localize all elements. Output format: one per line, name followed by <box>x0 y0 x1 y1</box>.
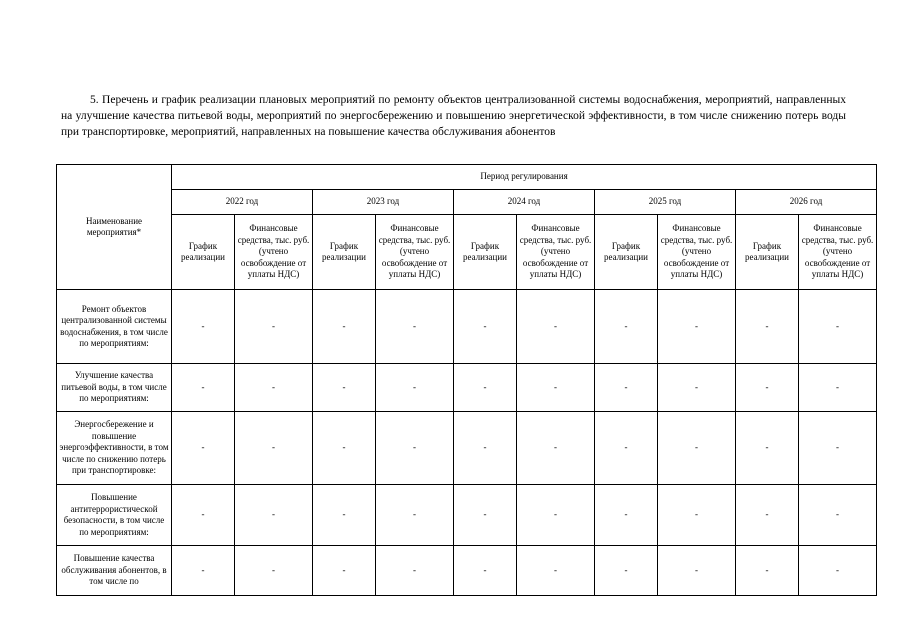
period-header: Период регулирования <box>172 165 877 190</box>
section-heading: 5. Перечень и график реализации плановых мероприятий по ремонту объектов централизованной системы водоснабжения, мероприятий, направленных на улучшение качества питьевой воды, мероприятий по энергосбережению и повышению энергетической эффективности, в том числе снижению потерь воды при транспортировке, мероприятий, направленных на повышение качества обслуживания абонентов <box>61 94 846 138</box>
row-name: Ремонт объектов централизованной системы водоснабжения, в том числе по мероприятиям: <box>57 290 172 364</box>
table-cell: - <box>313 364 376 412</box>
year-header: 2025 год <box>595 190 736 215</box>
table-row <box>57 364 877 412</box>
table-cell: - <box>313 546 376 596</box>
table-cell: - <box>517 546 595 596</box>
finance-header: Финансовые средства, тыс. руб. (учтено освобождение от уплаты НДС) <box>235 215 313 290</box>
row-name: Улучшение качества питьевой воды, в том числе по мероприятиям: <box>57 364 172 412</box>
table-row <box>57 485 877 546</box>
row-name: Энергосбережение и повышение энергоэффективности, в том числе по снижению потерь при транспортировке: <box>57 412 172 485</box>
table-cell: - <box>235 290 313 364</box>
table-cell: - <box>736 485 799 546</box>
table-cell: - <box>799 546 877 596</box>
table-cell: - <box>517 485 595 546</box>
table-cell: - <box>595 290 658 364</box>
finance-header: Финансовые средства, тыс. руб. (учтено освобождение от уплаты НДС) <box>376 215 454 290</box>
table-cell: - <box>376 546 454 596</box>
table-cell: - <box>799 364 877 412</box>
table-cell: - <box>376 364 454 412</box>
table-cell: - <box>736 290 799 364</box>
table-cell: - <box>172 364 235 412</box>
table-cell: - <box>454 290 517 364</box>
table-cell: - <box>454 546 517 596</box>
table-cell: - <box>736 364 799 412</box>
row-name: Повышение качества обслуживания абонентов, в том числе по <box>57 546 172 596</box>
table-row <box>57 412 877 485</box>
year-header: 2023 год <box>313 190 454 215</box>
table-cell: - <box>658 546 736 596</box>
table-cell: - <box>595 546 658 596</box>
table-cell: - <box>376 412 454 485</box>
table-cell: - <box>595 485 658 546</box>
table-cell: - <box>454 485 517 546</box>
table-cell: - <box>658 485 736 546</box>
table-cell: - <box>736 412 799 485</box>
table-cell: - <box>658 290 736 364</box>
measures-table <box>56 164 877 596</box>
table-cell: - <box>454 364 517 412</box>
table-cell: - <box>235 412 313 485</box>
table-cell: - <box>172 290 235 364</box>
table-cell: - <box>517 364 595 412</box>
table-cell: - <box>517 412 595 485</box>
finance-header: Финансовые средства, тыс. руб. (учтено освобождение от уплаты НДС) <box>658 215 736 290</box>
table-cell: - <box>658 364 736 412</box>
name-column-header: Наименование мероприятия* <box>57 165 172 290</box>
table-cell: - <box>172 485 235 546</box>
table-cell: - <box>376 290 454 364</box>
table-cell: - <box>799 485 877 546</box>
year-header: 2026 год <box>736 190 877 215</box>
table-cell: - <box>736 546 799 596</box>
table-cell: - <box>313 290 376 364</box>
schedule-header: График реализации <box>313 215 376 290</box>
table-cell: - <box>799 412 877 485</box>
table-cell: - <box>595 412 658 485</box>
table-cell: - <box>313 485 376 546</box>
finance-header: Финансовые средства, тыс. руб. (учтено освобождение от уплаты НДС) <box>799 215 877 290</box>
table-cell: - <box>799 290 877 364</box>
table-cell: - <box>172 412 235 485</box>
table-cell: - <box>235 364 313 412</box>
year-header: 2022 год <box>172 190 313 215</box>
table-cell: - <box>517 290 595 364</box>
table-cell: - <box>235 546 313 596</box>
row-name: Повышение антитеррористической безопасности, в том числе по мероприятиям: <box>57 485 172 546</box>
schedule-header: График реализации <box>595 215 658 290</box>
table-cell: - <box>376 485 454 546</box>
table-cell: - <box>595 364 658 412</box>
table-row <box>57 546 877 596</box>
table-cell: - <box>313 412 376 485</box>
table-cell: - <box>454 412 517 485</box>
table-row <box>57 290 877 364</box>
schedule-header: График реализации <box>454 215 517 290</box>
table-cell: - <box>172 546 235 596</box>
year-header: 2024 год <box>454 190 595 215</box>
schedule-header: График реализации <box>172 215 235 290</box>
table-cell: - <box>235 485 313 546</box>
finance-header: Финансовые средства, тыс. руб. (учтено освобождение от уплаты НДС) <box>517 215 595 290</box>
schedule-header: График реализации <box>736 215 799 290</box>
table-cell: - <box>658 412 736 485</box>
